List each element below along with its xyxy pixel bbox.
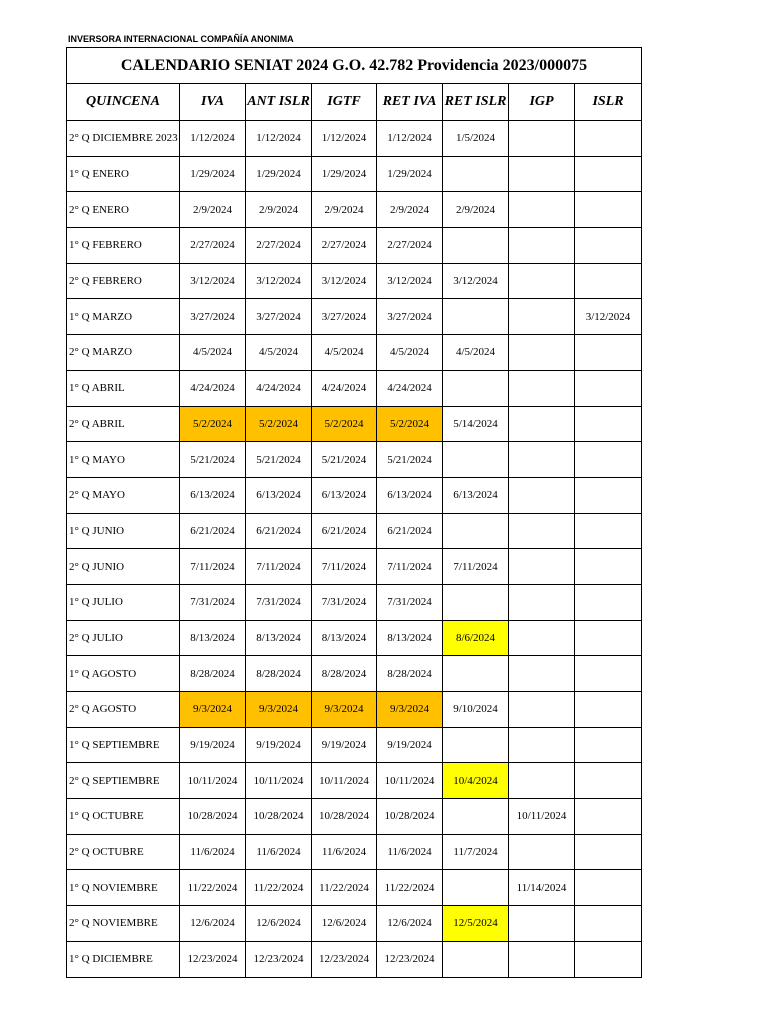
cell-iva: 2/27/2024 — [180, 228, 246, 264]
table-row — [67, 335, 642, 371]
cell-igp — [509, 620, 575, 656]
cell-ret-iva: 8/28/2024 — [377, 656, 443, 692]
cell-ant-islr: 3/27/2024 — [246, 299, 312, 335]
calendar-body — [67, 121, 642, 978]
cell-iva: 3/12/2024 — [180, 263, 246, 299]
cell-iva: 11/22/2024 — [180, 870, 246, 906]
cell-ret-islr: 4/5/2024 — [443, 335, 509, 371]
cell-ret-islr — [443, 870, 509, 906]
cell-ret-islr: 12/5/2024 — [443, 906, 509, 942]
header-ret-islr: RET ISLR — [443, 84, 509, 121]
header-igtf: IGTF — [312, 84, 377, 121]
cell-ret-iva: 2/27/2024 — [377, 228, 443, 264]
cell-iva: 3/27/2024 — [180, 299, 246, 335]
header-iva: IVA — [180, 84, 246, 121]
cell-iva: 2/9/2024 — [180, 192, 246, 228]
cell-ret-iva: 8/13/2024 — [377, 620, 443, 656]
cell-ant-islr: 6/13/2024 — [246, 477, 312, 513]
cell-islr — [575, 584, 642, 620]
cell-iva: 1/29/2024 — [180, 156, 246, 192]
table-row — [67, 228, 642, 264]
cell-quincena: 2° Q OCTUBRE — [67, 834, 180, 870]
table-row — [67, 121, 642, 157]
cell-iva: 9/19/2024 — [180, 727, 246, 763]
cell-igtf: 2/27/2024 — [312, 228, 377, 264]
cell-igtf: 12/6/2024 — [312, 906, 377, 942]
cell-quincena: 2° Q JUNIO — [67, 549, 180, 585]
table-row — [67, 799, 642, 835]
cell-igp — [509, 228, 575, 264]
company-name: INVERSORA INTERNACIONAL COMPAÑÍA ANONIMA — [68, 34, 294, 44]
cell-ret-iva: 5/21/2024 — [377, 442, 443, 478]
header-quincena: QUINCENA — [67, 84, 180, 121]
cell-ret-islr: 10/4/2024 — [443, 763, 509, 799]
cell-quincena: 1° Q MARZO — [67, 299, 180, 335]
cell-islr — [575, 477, 642, 513]
cell-ret-islr — [443, 513, 509, 549]
cell-igp — [509, 834, 575, 870]
cell-quincena: 1° Q JULIO — [67, 584, 180, 620]
cell-ret-islr — [443, 799, 509, 835]
cell-igtf: 4/5/2024 — [312, 335, 377, 371]
table-row — [67, 620, 642, 656]
cell-quincena: 2° Q ABRIL — [67, 406, 180, 442]
table-row — [67, 477, 642, 513]
cell-ret-islr — [443, 156, 509, 192]
cell-igtf: 4/24/2024 — [312, 370, 377, 406]
cell-ret-iva: 11/22/2024 — [377, 870, 443, 906]
cell-iva: 12/23/2024 — [180, 941, 246, 977]
cell-islr — [575, 941, 642, 977]
cell-igtf: 6/21/2024 — [312, 513, 377, 549]
cell-quincena: 1° Q ENERO — [67, 156, 180, 192]
cell-iva: 8/13/2024 — [180, 620, 246, 656]
cell-quincena: 1° Q FEBRERO — [67, 228, 180, 264]
cell-igp — [509, 156, 575, 192]
cell-igp — [509, 299, 575, 335]
cell-iva: 11/6/2024 — [180, 834, 246, 870]
table-row — [67, 584, 642, 620]
cell-igp — [509, 192, 575, 228]
cell-igp — [509, 727, 575, 763]
cell-ant-islr: 2/9/2024 — [246, 192, 312, 228]
cell-igtf: 10/28/2024 — [312, 799, 377, 835]
table-row — [67, 763, 642, 799]
cell-igp — [509, 692, 575, 728]
cell-ant-islr: 1/12/2024 — [246, 121, 312, 157]
table-row — [67, 549, 642, 585]
cell-islr — [575, 370, 642, 406]
cell-igp — [509, 906, 575, 942]
cell-igp — [509, 656, 575, 692]
cell-igp: 11/14/2024 — [509, 870, 575, 906]
cell-igp — [509, 513, 575, 549]
cell-quincena: 1° Q NOVIEMBRE — [67, 870, 180, 906]
cell-ret-iva: 10/11/2024 — [377, 763, 443, 799]
cell-ret-iva: 12/23/2024 — [377, 941, 443, 977]
cell-igtf: 3/12/2024 — [312, 263, 377, 299]
header-igp: IGP — [509, 84, 575, 121]
cell-islr — [575, 763, 642, 799]
cell-ret-islr — [443, 941, 509, 977]
table-row — [67, 870, 642, 906]
cell-ret-islr: 9/10/2024 — [443, 692, 509, 728]
table-row — [67, 299, 642, 335]
cell-islr — [575, 834, 642, 870]
table-row — [67, 192, 642, 228]
cell-ant-islr: 7/11/2024 — [246, 549, 312, 585]
cell-iva: 5/21/2024 — [180, 442, 246, 478]
cell-iva: 8/28/2024 — [180, 656, 246, 692]
cell-quincena: 2° Q JULIO — [67, 620, 180, 656]
cell-igtf: 3/27/2024 — [312, 299, 377, 335]
cell-ant-islr: 8/28/2024 — [246, 656, 312, 692]
cell-igp — [509, 263, 575, 299]
cell-igp — [509, 763, 575, 799]
cell-islr — [575, 549, 642, 585]
cell-ret-islr: 5/14/2024 — [443, 406, 509, 442]
cell-quincena: 2° Q DICIEMBRE 2023 — [67, 121, 180, 157]
cell-igp — [509, 442, 575, 478]
cell-ret-iva: 4/24/2024 — [377, 370, 443, 406]
cell-quincena: 1° Q AGOSTO — [67, 656, 180, 692]
table-row — [67, 370, 642, 406]
cell-quincena: 2° Q NOVIEMBRE — [67, 906, 180, 942]
cell-iva: 7/11/2024 — [180, 549, 246, 585]
cell-ant-islr: 11/22/2024 — [246, 870, 312, 906]
cell-ant-islr: 2/27/2024 — [246, 228, 312, 264]
header-ant-islr: ANT ISLR — [246, 84, 312, 121]
cell-ant-islr: 9/19/2024 — [246, 727, 312, 763]
cell-islr — [575, 406, 642, 442]
cell-iva: 12/6/2024 — [180, 906, 246, 942]
cell-iva: 6/21/2024 — [180, 513, 246, 549]
table-row — [67, 263, 642, 299]
cell-iva: 9/3/2024 — [180, 692, 246, 728]
cell-iva: 4/24/2024 — [180, 370, 246, 406]
cell-igp — [509, 370, 575, 406]
cell-ant-islr: 4/5/2024 — [246, 335, 312, 371]
cell-ant-islr: 9/3/2024 — [246, 692, 312, 728]
header-islr: ISLR — [575, 84, 642, 121]
cell-igp — [509, 121, 575, 157]
cell-ret-iva: 9/3/2024 — [377, 692, 443, 728]
cell-igp — [509, 549, 575, 585]
cell-islr — [575, 906, 642, 942]
cell-igtf: 9/3/2024 — [312, 692, 377, 728]
cell-ret-iva: 3/27/2024 — [377, 299, 443, 335]
cell-igp: 10/11/2024 — [509, 799, 575, 835]
cell-igtf: 8/13/2024 — [312, 620, 377, 656]
cell-igtf: 10/11/2024 — [312, 763, 377, 799]
cell-ret-islr: 3/12/2024 — [443, 263, 509, 299]
cell-ret-islr: 1/5/2024 — [443, 121, 509, 157]
cell-ant-islr: 5/2/2024 — [246, 406, 312, 442]
seniat-calendar-table — [66, 47, 642, 978]
cell-igtf: 11/6/2024 — [312, 834, 377, 870]
cell-ret-iva: 6/21/2024 — [377, 513, 443, 549]
cell-igtf: 5/2/2024 — [312, 406, 377, 442]
cell-ret-islr — [443, 299, 509, 335]
cell-ant-islr: 4/24/2024 — [246, 370, 312, 406]
cell-islr — [575, 263, 642, 299]
calendar-title: CALENDARIO SENIAT 2024 G.O. 42.782 Providencia 2023/000075 — [67, 48, 642, 84]
table-row — [67, 692, 642, 728]
cell-quincena: 1° Q JUNIO — [67, 513, 180, 549]
cell-ret-islr — [443, 442, 509, 478]
cell-ret-iva: 11/6/2024 — [377, 834, 443, 870]
cell-ret-iva: 7/11/2024 — [377, 549, 443, 585]
cell-ant-islr: 10/11/2024 — [246, 763, 312, 799]
cell-igtf: 7/31/2024 — [312, 584, 377, 620]
cell-islr — [575, 656, 642, 692]
cell-ret-islr: 7/11/2024 — [443, 549, 509, 585]
cell-ret-iva: 1/12/2024 — [377, 121, 443, 157]
cell-islr — [575, 727, 642, 763]
cell-islr — [575, 692, 642, 728]
cell-igtf: 12/23/2024 — [312, 941, 377, 977]
table-row — [67, 442, 642, 478]
table-row — [67, 727, 642, 763]
cell-ret-islr: 8/6/2024 — [443, 620, 509, 656]
cell-quincena: 2° Q FEBRERO — [67, 263, 180, 299]
cell-iva: 6/13/2024 — [180, 477, 246, 513]
cell-ret-iva: 2/9/2024 — [377, 192, 443, 228]
cell-ret-islr — [443, 584, 509, 620]
cell-quincena: 1° Q SEPTIEMBRE — [67, 727, 180, 763]
cell-quincena: 2° Q AGOSTO — [67, 692, 180, 728]
cell-igp — [509, 335, 575, 371]
cell-igp — [509, 406, 575, 442]
cell-ret-iva: 10/28/2024 — [377, 799, 443, 835]
cell-iva: 1/12/2024 — [180, 121, 246, 157]
cell-quincena: 2° Q ENERO — [67, 192, 180, 228]
header-row — [67, 84, 642, 121]
table-row — [67, 906, 642, 942]
cell-ant-islr: 6/21/2024 — [246, 513, 312, 549]
table-row — [67, 406, 642, 442]
cell-ant-islr: 12/6/2024 — [246, 906, 312, 942]
cell-ant-islr: 7/31/2024 — [246, 584, 312, 620]
cell-ret-islr: 6/13/2024 — [443, 477, 509, 513]
cell-ret-islr: 11/7/2024 — [443, 834, 509, 870]
cell-ret-islr — [443, 370, 509, 406]
cell-iva: 7/31/2024 — [180, 584, 246, 620]
cell-ret-islr — [443, 228, 509, 264]
cell-islr — [575, 799, 642, 835]
cell-ret-iva: 12/6/2024 — [377, 906, 443, 942]
cell-islr — [575, 335, 642, 371]
cell-iva: 10/28/2024 — [180, 799, 246, 835]
cell-igtf: 9/19/2024 — [312, 727, 377, 763]
cell-igtf: 7/11/2024 — [312, 549, 377, 585]
cell-igtf: 8/28/2024 — [312, 656, 377, 692]
cell-ret-iva: 9/19/2024 — [377, 727, 443, 763]
cell-quincena: 2° Q MARZO — [67, 335, 180, 371]
cell-islr — [575, 870, 642, 906]
header-ret-iva: RET IVA — [377, 84, 443, 121]
table-row — [67, 834, 642, 870]
cell-ret-iva: 1/29/2024 — [377, 156, 443, 192]
table-row — [67, 656, 642, 692]
cell-islr — [575, 513, 642, 549]
table-row — [67, 156, 642, 192]
table-row — [67, 941, 642, 977]
cell-ret-iva: 3/12/2024 — [377, 263, 443, 299]
cell-igtf: 5/21/2024 — [312, 442, 377, 478]
cell-quincena: 2° Q MAYO — [67, 477, 180, 513]
cell-igp — [509, 477, 575, 513]
cell-igtf: 1/12/2024 — [312, 121, 377, 157]
cell-ant-islr: 10/28/2024 — [246, 799, 312, 835]
cell-ret-iva: 5/2/2024 — [377, 406, 443, 442]
cell-quincena: 1° Q DICIEMBRE — [67, 941, 180, 977]
cell-ant-islr: 11/6/2024 — [246, 834, 312, 870]
cell-quincena: 1° Q OCTUBRE — [67, 799, 180, 835]
cell-quincena: 2° Q SEPTIEMBRE — [67, 763, 180, 799]
cell-ant-islr: 5/21/2024 — [246, 442, 312, 478]
cell-iva: 5/2/2024 — [180, 406, 246, 442]
cell-igp — [509, 941, 575, 977]
cell-ret-iva: 6/13/2024 — [377, 477, 443, 513]
cell-igtf: 11/22/2024 — [312, 870, 377, 906]
cell-ret-islr — [443, 656, 509, 692]
cell-igtf: 6/13/2024 — [312, 477, 377, 513]
cell-islr — [575, 620, 642, 656]
cell-ret-islr — [443, 727, 509, 763]
cell-quincena: 1° Q ABRIL — [67, 370, 180, 406]
cell-igp — [509, 584, 575, 620]
cell-quincena: 1° Q MAYO — [67, 442, 180, 478]
cell-iva: 10/11/2024 — [180, 763, 246, 799]
cell-ant-islr: 1/29/2024 — [246, 156, 312, 192]
cell-islr — [575, 121, 642, 157]
cell-ant-islr: 8/13/2024 — [246, 620, 312, 656]
cell-islr — [575, 156, 642, 192]
cell-igtf: 1/29/2024 — [312, 156, 377, 192]
cell-ant-islr: 3/12/2024 — [246, 263, 312, 299]
cell-ret-iva: 7/31/2024 — [377, 584, 443, 620]
cell-islr: 3/12/2024 — [575, 299, 642, 335]
cell-ret-islr: 2/9/2024 — [443, 192, 509, 228]
cell-islr — [575, 192, 642, 228]
cell-ret-iva: 4/5/2024 — [377, 335, 443, 371]
table-row — [67, 513, 642, 549]
cell-ant-islr: 12/23/2024 — [246, 941, 312, 977]
cell-igtf: 2/9/2024 — [312, 192, 377, 228]
cell-iva: 4/5/2024 — [180, 335, 246, 371]
cell-islr — [575, 442, 642, 478]
cell-islr — [575, 228, 642, 264]
